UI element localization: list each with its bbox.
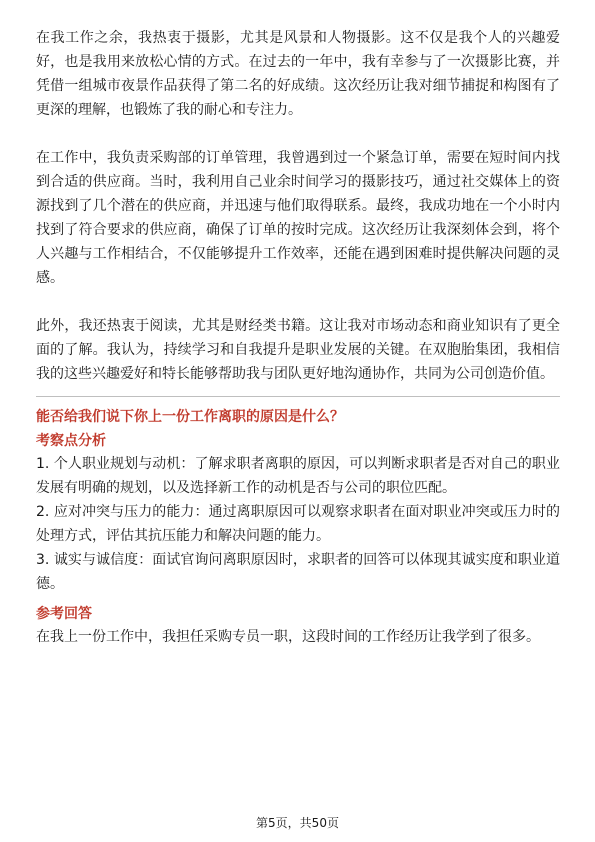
document-body (36, 26, 560, 649)
answer-text: 在我上一份工作中，我担任采购专员一职，这段时间的工作经历让我学到了很多。 (36, 629, 540, 645)
paragraph-hobby-photography: 在我工作之余，我热衷于摄影，尤其是风景和人物摄影。这不仅是我个人的兴趣爱好，也是我用来放松心情的方式。在过去的一年中，我有幸参与了一次摄影比赛，并凭借一组城市夜景作品获得了第二名的好成绩。这次经历让我对细节捕捉和构图有了更深的理解，也锻炼了我的耐心和专注力。 (36, 30, 560, 118)
analysis-item-3: 3. 诚实与诚信度：面试官询问离职原因时，求职者的回答可以体现其诚实度和职业道德。 (36, 552, 560, 592)
section-divider (36, 396, 560, 397)
paragraph-reading: 此外，我还热衷于阅读，尤其是财经类书籍。这让我对市场动态和商业知识有了更全面的了解。我认为，持续学习和自我提升是职业发展的关键。在双胞胎集团，我相信我的这些兴趣爱好和特长能够帮助我与团队更好地沟通协作，共同为公司创造价值。 (36, 318, 560, 382)
analysis-item-2: 2. 应对冲突与压力的能力：通过离职原因可以观察求职者在面对职业冲突或压力时的处理方式，评估其抗压能力和解决问题的能力。 (36, 504, 560, 544)
analysis-item-1: 1. 个人职业规划与动机：了解求职者离职的原因，可以判断求职者是否对自己的职业发展有明确的规划，以及选择新工作的动机是否与公司的职位匹配。 (36, 456, 560, 496)
question-title: 能否给我们说下你上一份工作离职的原因是什么？ (36, 409, 344, 425)
paragraph-work-example: 在工作中，我负责采购部的订单管理，我曾遇到过一个紧急订单，需要在短时间内找到合适的供应商。当时，我利用自己业余时间学习的摄影技巧，通过社交媒体上的资源找到了几个潜在的供应商，并迅速与他们取得联系。最终，我成功地在一个小时内找到了符合要求的供应商，确保了订单的按时完成。这次经历让我深刻体会到，将个人兴趣与工作相结合，不仅能够提升工作效率，还能在遇到困难时提供解决问题的灵感。 (36, 150, 560, 286)
paragraph-spacer (36, 290, 560, 314)
answer-heading: 参考回答 (36, 606, 92, 622)
analysis-heading: 考察点分析 (36, 433, 106, 449)
paragraph-spacer (36, 122, 560, 146)
page-footer: 第5页，共50页 (256, 816, 339, 830)
